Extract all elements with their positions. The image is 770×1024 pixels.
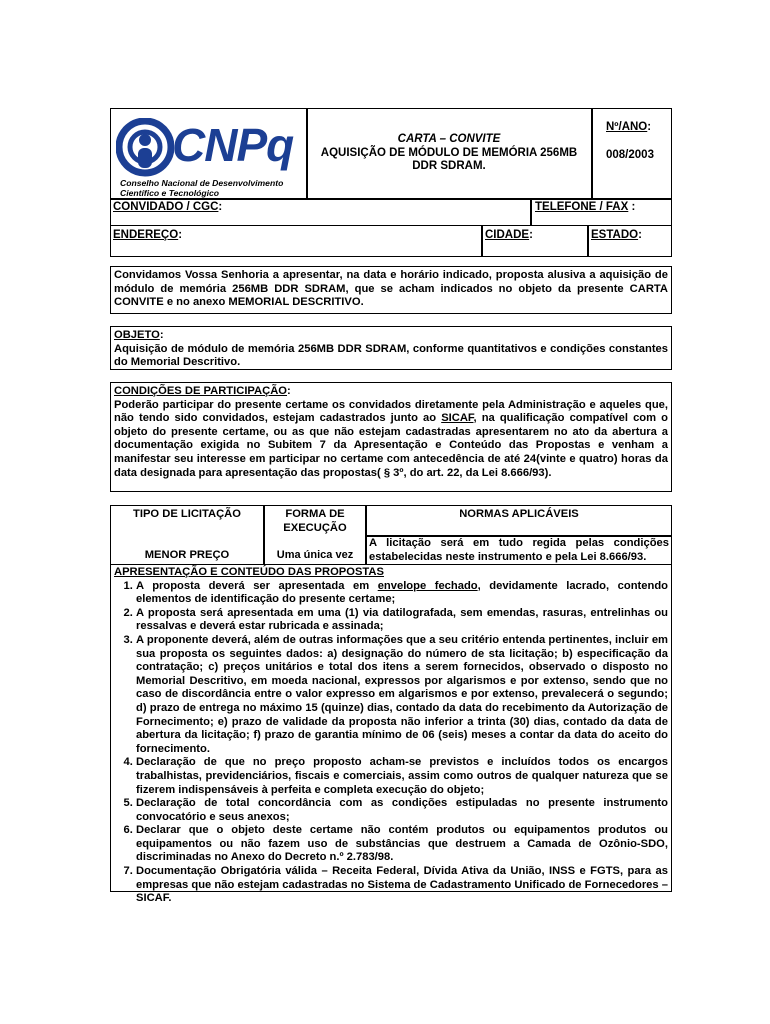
- table-header-forma: FORMA DE EXECUÇÃO: [283, 508, 347, 534]
- list-item: 5. Declaração de total concordância com as condições estipuladas no presente instrumento convocatório e seus anexos;: [136, 797, 668, 824]
- title-line-3: DDR SDRAM.: [412, 160, 486, 172]
- table-header-normas: NORMAS APLICÁVEIS: [459, 508, 579, 520]
- objeto-heading: OBJETO:: [114, 329, 164, 341]
- logo-subtitle-1: Conselho Nacional de Desenvolvimento: [120, 178, 284, 188]
- endereco-divider-1: [481, 225, 483, 257]
- list-item: 1. A proposta deverá ser apresentada em envelope fechado, devidamente lacrado, contendo elementos de identificação do presente certame;: [136, 580, 668, 607]
- logo-text: CNPq: [172, 119, 294, 171]
- endereco-field: ENDEREÇO:: [113, 229, 183, 241]
- objeto-box: [110, 326, 672, 370]
- apresentacao-box: [110, 564, 672, 905]
- endereco-divider-2: [587, 225, 589, 257]
- list-item: 2. A proposta será apresentada em uma (1) via datilografada, sem emendas, rasuras, entrelinhas ou ressalvas e deverá estar rubricada e assinada;: [136, 607, 668, 634]
- no-ano-label: Nº/ANO:: [606, 121, 652, 133]
- convidado-divider: [530, 198, 532, 226]
- table-col-divider-1: [263, 505, 265, 565]
- cnpq-emblem-icon: [116, 118, 174, 180]
- logo-subtitle-2: Científico e Tecnológico: [120, 188, 219, 198]
- table-value-forma: Uma única vez: [276, 549, 354, 561]
- sicaf-link: SICAF: [441, 412, 474, 425]
- no-ano-value: 008/2003: [606, 149, 654, 161]
- estado-field: ESTADO:: [591, 229, 642, 241]
- table-value-tipo: MENOR PREÇO: [144, 549, 230, 561]
- cnpq-logo: [112, 112, 304, 198]
- table-value-normas: A licitação será em tudo regida pelas condições estabelecidas neste instrumento e pela Lei 8.666/93.: [369, 537, 669, 563]
- list-item: 3. A proponente deverá, além de outras informações que a seu critério entenda pertinentes, incluir em sua proposta os seguintes dados: a) designação do número de sta licitação; b) especificação da contratação; c) preços unitários e total dos itens a serem fornecidos, observado o disposto no Memorial Descritivo, em moeda nacional, expressos por algarismos e por extenso, sendo que no caso de discordância entre o valor expresso em algarismos e por extenso, prevalecerá o segundo; d) prazo de entrega no máximo 15 (quinze) dias, contado da data do recebimento da Autorização de Fornecimento; e) prazo de validade da proposta não inferior a trinta (30) dias, contado da data de abertura da licitação; f) prazo de garantia mínimo de 06 (seis) meses a contar da data do aceito do fornecimento.: [136, 634, 668, 756]
- intro-box: [110, 266, 672, 314]
- objeto-text: Aquisição de módulo de memória 256MB DDR SDRAM, conforme quantitativos e condições constantes do Memorial Descritivo.: [114, 342, 668, 369]
- cidade-field: CIDADE:: [485, 229, 533, 241]
- title-line-2: AQUISIÇÃO DE MÓDULO DE MEMÓRIA 256MB: [320, 146, 578, 159]
- header-divider-2: [591, 108, 593, 200]
- telefone-field: TELEFONE / FAX :: [535, 201, 636, 213]
- list-item: 4. Declaração de que no preço proposto acham-se previstos e incluídos todos os encargos trabalhistas, previdenciários, fiscais e comerciais, assim como outros de qualquer natureza que se fizerem indispensáveis à perfeita e completa execução do objeto;: [136, 756, 668, 797]
- condicoes-box: [110, 382, 672, 492]
- apresentacao-list: [114, 580, 668, 906]
- table-header-tipo: TIPO DE LICITAÇÃO: [133, 508, 241, 520]
- convidado-field: CONVIDADO / CGC:: [113, 201, 223, 213]
- list-item: 7. Documentação Obrigatória válida – Receita Federal, Dívida Ativa da União, INSS e FGTS, para as empresas que não estejam cadastradas no Sistema de Cadastramento Unificado de Fornecedores – SICAF.: [136, 865, 668, 906]
- document-title: [308, 133, 590, 174]
- condicoes-text: Poderão participar do presente certame os convidados diretamente pela Administração e aqueles que, não tendo sido convidados, estejam cadastrados junto ao SICAF, na qualificação compatível com o objeto do presente certame, ou as que não estejam cadastradas apresentarem no ato da abertura a documentação exigida no Subitem 7 da Apresentação e Conteúdo das Propostas e venham a manifestar seu interesse em participar no certame com antecedência de até 24(vinte e quatro) horas da data designada para apresentação das propostas( § 3º, do art. 22, da Lei 8.666/93).: [114, 398, 668, 479]
- list-item: 6. Declarar que o objeto deste certame não contém produtos ou equipamentos produtos ou equipamentos ou não fazem uso de substâncias que destruem a Camada de Ozônio-SDO, discriminadas no Anexo do Decreto n.º 2.783/98.: [136, 824, 668, 865]
- condicoes-heading: CONDIÇÕES DE PARTICIPAÇÃO:: [114, 385, 291, 397]
- apresentacao-heading: APRESENTAÇÃO E CONTEÚDO DAS PROPOSTAS: [114, 566, 384, 578]
- title-line-1: CARTA – CONVITE: [397, 133, 501, 145]
- intro-text: Convidamos Vossa Senhoria a apresentar, na data e horário indicado, proposta alusiva a aquisição de módulo de memória 256MB DDR SDRAM, que se acham indicados no objeto da presente CARTA CONVITE e no anexo MEMORIAL DESCRITIVO.: [114, 269, 668, 309]
